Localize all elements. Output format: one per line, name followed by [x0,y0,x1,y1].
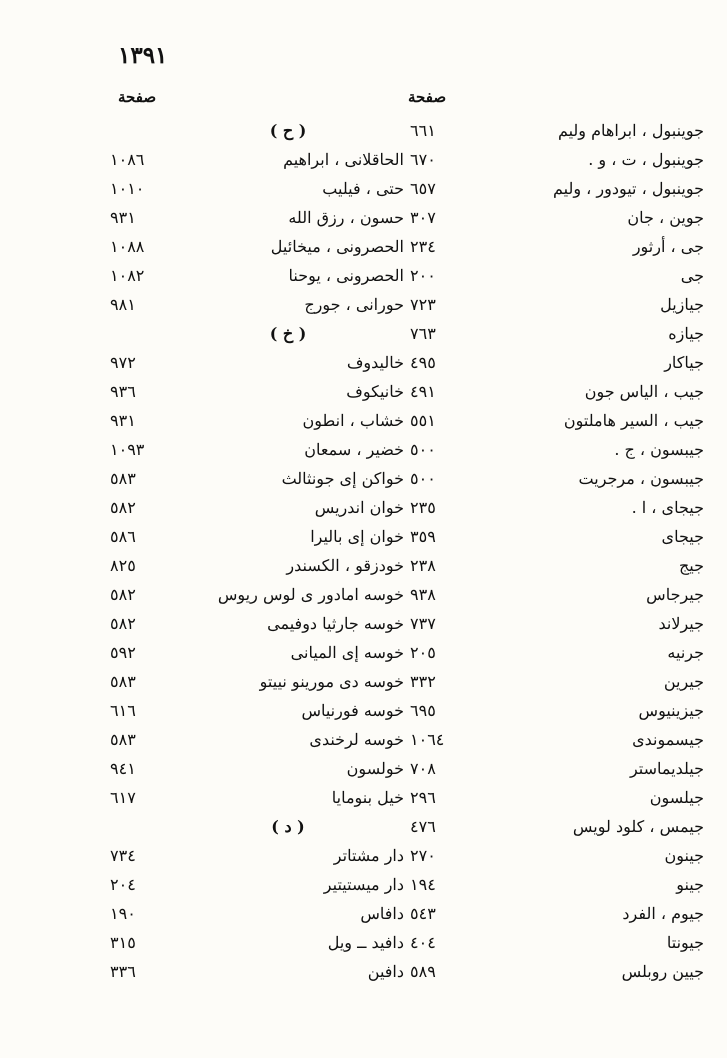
right-column [408,116,708,986]
entry-name: حسون ، رزق الله [288,208,404,227]
index-entry [408,348,708,377]
entry-name: جى [680,266,704,285]
index-entry [408,435,708,464]
index-entry [108,957,408,986]
index-entry [108,899,408,928]
entry-name: حتى ، فيليب [322,179,404,198]
entry-page: ٢٠٥ [410,643,436,662]
index-entry [408,406,708,435]
entry-name: دافيد ــ ويل [327,933,404,952]
entry-name: جيونتا [666,933,704,952]
index-entry [108,696,408,725]
entry-page: ٣١٥ [110,933,136,952]
entry-page: ٣٠٧ [410,208,436,227]
index-entry [108,435,408,464]
entry-name: الحصرونى ، يوحنا [288,266,404,285]
entry-name: جيرجاس [646,585,704,604]
entry-name: خاليدوف [346,353,404,372]
entry-page: ٢٠٠ [410,266,436,285]
entry-page: ٦١٦ [110,701,136,720]
entry-name: جيازه [668,324,704,343]
index-entry [108,754,408,783]
entry-name: ( د ) [271,817,305,836]
index-entry [108,638,408,667]
index-entry [408,899,708,928]
entry-name: جيلسون [649,788,704,807]
entry-name: جيرلاند [658,614,704,633]
entry-name: جوينبول ، ت ، و . [588,150,704,169]
entry-name: خضير ، سمعان [304,440,404,459]
entry-page: ٢٣٥ [410,498,436,517]
entry-name: جياكار [664,353,704,372]
entry-name: جينون [664,846,704,865]
index-entry [108,551,408,580]
index-entry [108,928,408,957]
index-entry [408,522,708,551]
entry-page: ٥٠٠ [410,469,436,488]
entry-page: ٩٣١ [110,208,136,227]
entry-name: جيب ، السير هاملتون [563,411,704,430]
index-entry [408,870,708,899]
entry-page: ٥٨٢ [110,585,136,604]
entry-name: دار مشتاتر [333,846,404,865]
entry-page: ٤٩١ [410,382,436,401]
entry-name: جيوم ، الفرد [622,904,704,923]
index-entry [408,377,708,406]
entry-name: خوسه إى الميانى [290,643,404,662]
entry-page: ١٠٨٢ [110,266,145,285]
entry-name: خوان اندريس [314,498,404,517]
entry-page: ٥٩٢ [110,643,136,662]
entry-page: ١٠٨٨ [110,237,145,256]
entry-page: ٩٤١ [110,759,136,778]
index-entry [108,522,408,551]
entry-page: ٤٧٦ [410,817,436,836]
entry-name: جيسموندى [632,730,704,749]
entry-page: ٦٥٧ [410,179,436,198]
entry-page: ١٠٩٣ [110,440,145,459]
entry-page: ٢٩٦ [410,788,436,807]
index-entry [408,464,708,493]
entry-name: دافاس [360,904,404,923]
entry-name: جيين روبلس [621,962,704,981]
entry-name: جرنيه [667,643,704,662]
index-entry [408,319,708,348]
entry-page: ٥٨٩ [410,962,436,981]
entry-name: جيجاى [661,527,704,546]
entry-page: ٥٨٢ [110,614,136,633]
entry-page: ٢٠٤ [110,875,136,894]
entry-page: ٧٢٣ [410,295,436,314]
entry-page: ٥٠٠ [410,440,436,459]
entry-name: الحصرونى ، ميخائيل [270,237,404,256]
index-entry [408,551,708,580]
index-entry [108,870,408,899]
entry-name: جيزينيوس [638,701,704,720]
entry-page: ٦٧٠ [410,150,436,169]
entry-name: جيرين [663,672,704,691]
entry-page: ٦٦١ [410,121,436,140]
index-entry [408,580,708,609]
index-section-heading [108,319,408,348]
index-entry [408,203,708,232]
index-entry [408,232,708,261]
entry-name: خوسه فورنياس [301,701,404,720]
entry-name: ( خ ) [269,324,307,343]
index-entry [108,725,408,754]
entry-name: جينو [676,875,704,894]
entry-name: جيجاى ، ا . [631,498,704,517]
entry-name: خوسه امادور ى لوس ريوس [217,585,404,604]
index-entry [108,609,408,638]
index-entry [408,261,708,290]
entry-page: ٥٨٦ [110,527,136,546]
index-entry [108,493,408,522]
entry-page: ٩٧٢ [110,353,136,372]
index-entry [408,783,708,812]
right-column-header: صفحة [408,88,447,106]
index-entry [108,464,408,493]
entry-page: ٧٠٨ [410,759,436,778]
entry-page: ٨٢٥ [110,556,136,575]
index-entry [108,580,408,609]
left-column-header: صفحة [118,88,157,106]
index-section-heading [108,812,408,841]
entry-page: ٥٨٣ [110,672,136,691]
entry-page: ٧٣٤ [110,846,136,865]
entry-name: جيمس ، كلود لويس [572,817,704,836]
index-entry [408,696,708,725]
entry-page: ٥٤٣ [410,904,436,923]
index-entry [108,290,408,319]
entry-page: ١٩٤ [410,875,436,894]
entry-page: ٥٨٣ [110,469,136,488]
entry-page: ٩٣٦ [110,382,136,401]
index-entry [408,116,708,145]
index-entry [408,493,708,522]
entry-name: خوان إى باليرا [310,527,404,546]
index-entry [108,783,408,812]
entry-name: ( ح ) [269,121,307,140]
entry-page: ١٠١٠ [110,179,145,198]
index-entry [408,174,708,203]
entry-name: جوين ، جان [627,208,704,227]
index-entry [108,667,408,696]
index-entry [108,261,408,290]
index-entry [108,348,408,377]
index-entry [408,145,708,174]
index-entry [108,232,408,261]
entry-name: خيل بنومايا [331,788,404,807]
entry-name: دار ميستيتير [323,875,404,894]
index-entry [108,145,408,174]
entry-page: ٥٨٢ [110,498,136,517]
entry-name: جيبسون ، مرجريت [578,469,704,488]
entry-name: جيبسون ، ج . [614,440,704,459]
entry-name: خودزقو ، الكسندر [286,556,404,575]
entry-name: جيج [678,556,704,575]
index-entry [108,174,408,203]
entry-name: خوسه دى مورينو نييتو [259,672,404,691]
index-entry [108,841,408,870]
index-entry [408,667,708,696]
index-entry [408,609,708,638]
entry-page: ٩٣٨ [410,585,436,604]
entry-page: ٧٦٣ [410,324,436,343]
entry-name: جيب ، الياس جون [584,382,704,401]
entry-page: ٤٠٤ [410,933,436,952]
entry-page: ٤٩٥ [410,353,436,372]
entry-name: خواكن إى جونثالث [281,469,404,488]
entry-name: جيلديماستر [629,759,704,778]
index-entry [108,203,408,232]
index-entry [408,957,708,986]
page-number: ١٣٩١ [118,42,168,69]
entry-page: ٣٥٩ [410,527,436,546]
entry-name: جوينبول ، ابراهام وليم [557,121,704,140]
entry-page: ٧٣٧ [410,614,436,633]
entry-page: ١٩٠ [110,904,136,923]
entry-page: ٩٨١ [110,295,136,314]
entry-page: ٩٣١ [110,411,136,430]
entry-name: خانيكوف [346,382,404,401]
entry-name: جوينبول ، تيودور ، وليم [552,179,704,198]
entry-page: ٥٨٣ [110,730,136,749]
index-entry [408,812,708,841]
entry-page: ١٠٦٤ [410,730,445,749]
entry-name: خوسه جارثيا دوفيمى [267,614,404,633]
index-entry [408,754,708,783]
left-column [108,116,408,986]
entry-name: خوسه لرخندى [309,730,404,749]
entry-page: ٥٥١ [410,411,436,430]
entry-page: ٦٩٥ [410,701,436,720]
entry-page: ٢٣٨ [410,556,436,575]
index-entry [408,928,708,957]
entry-name: الحاقلانى ، ابراهيم [283,150,404,169]
entry-name: جيازيل [660,295,704,314]
entry-name: دافين [367,962,404,981]
index-entry [408,725,708,754]
index-entry [108,377,408,406]
entry-name: جى ، أرثور [632,237,704,256]
index-entry [408,841,708,870]
index-section-heading [108,116,408,145]
entry-page: ١٠٨٦ [110,150,145,169]
entry-name: خولسون [346,759,404,778]
entry-page: ٦١٧ [110,788,136,807]
entry-page: ٣٣٦ [110,962,136,981]
index-entry [108,406,408,435]
index-entry [408,290,708,319]
index-entry [408,638,708,667]
entry-page: ٣٣٢ [410,672,436,691]
entry-name: خشاب ، انطون [302,411,404,430]
entry-name: حورانى ، جورج [304,295,404,314]
entry-page: ٢٧٠ [410,846,436,865]
entry-page: ٢٣٤ [410,237,436,256]
